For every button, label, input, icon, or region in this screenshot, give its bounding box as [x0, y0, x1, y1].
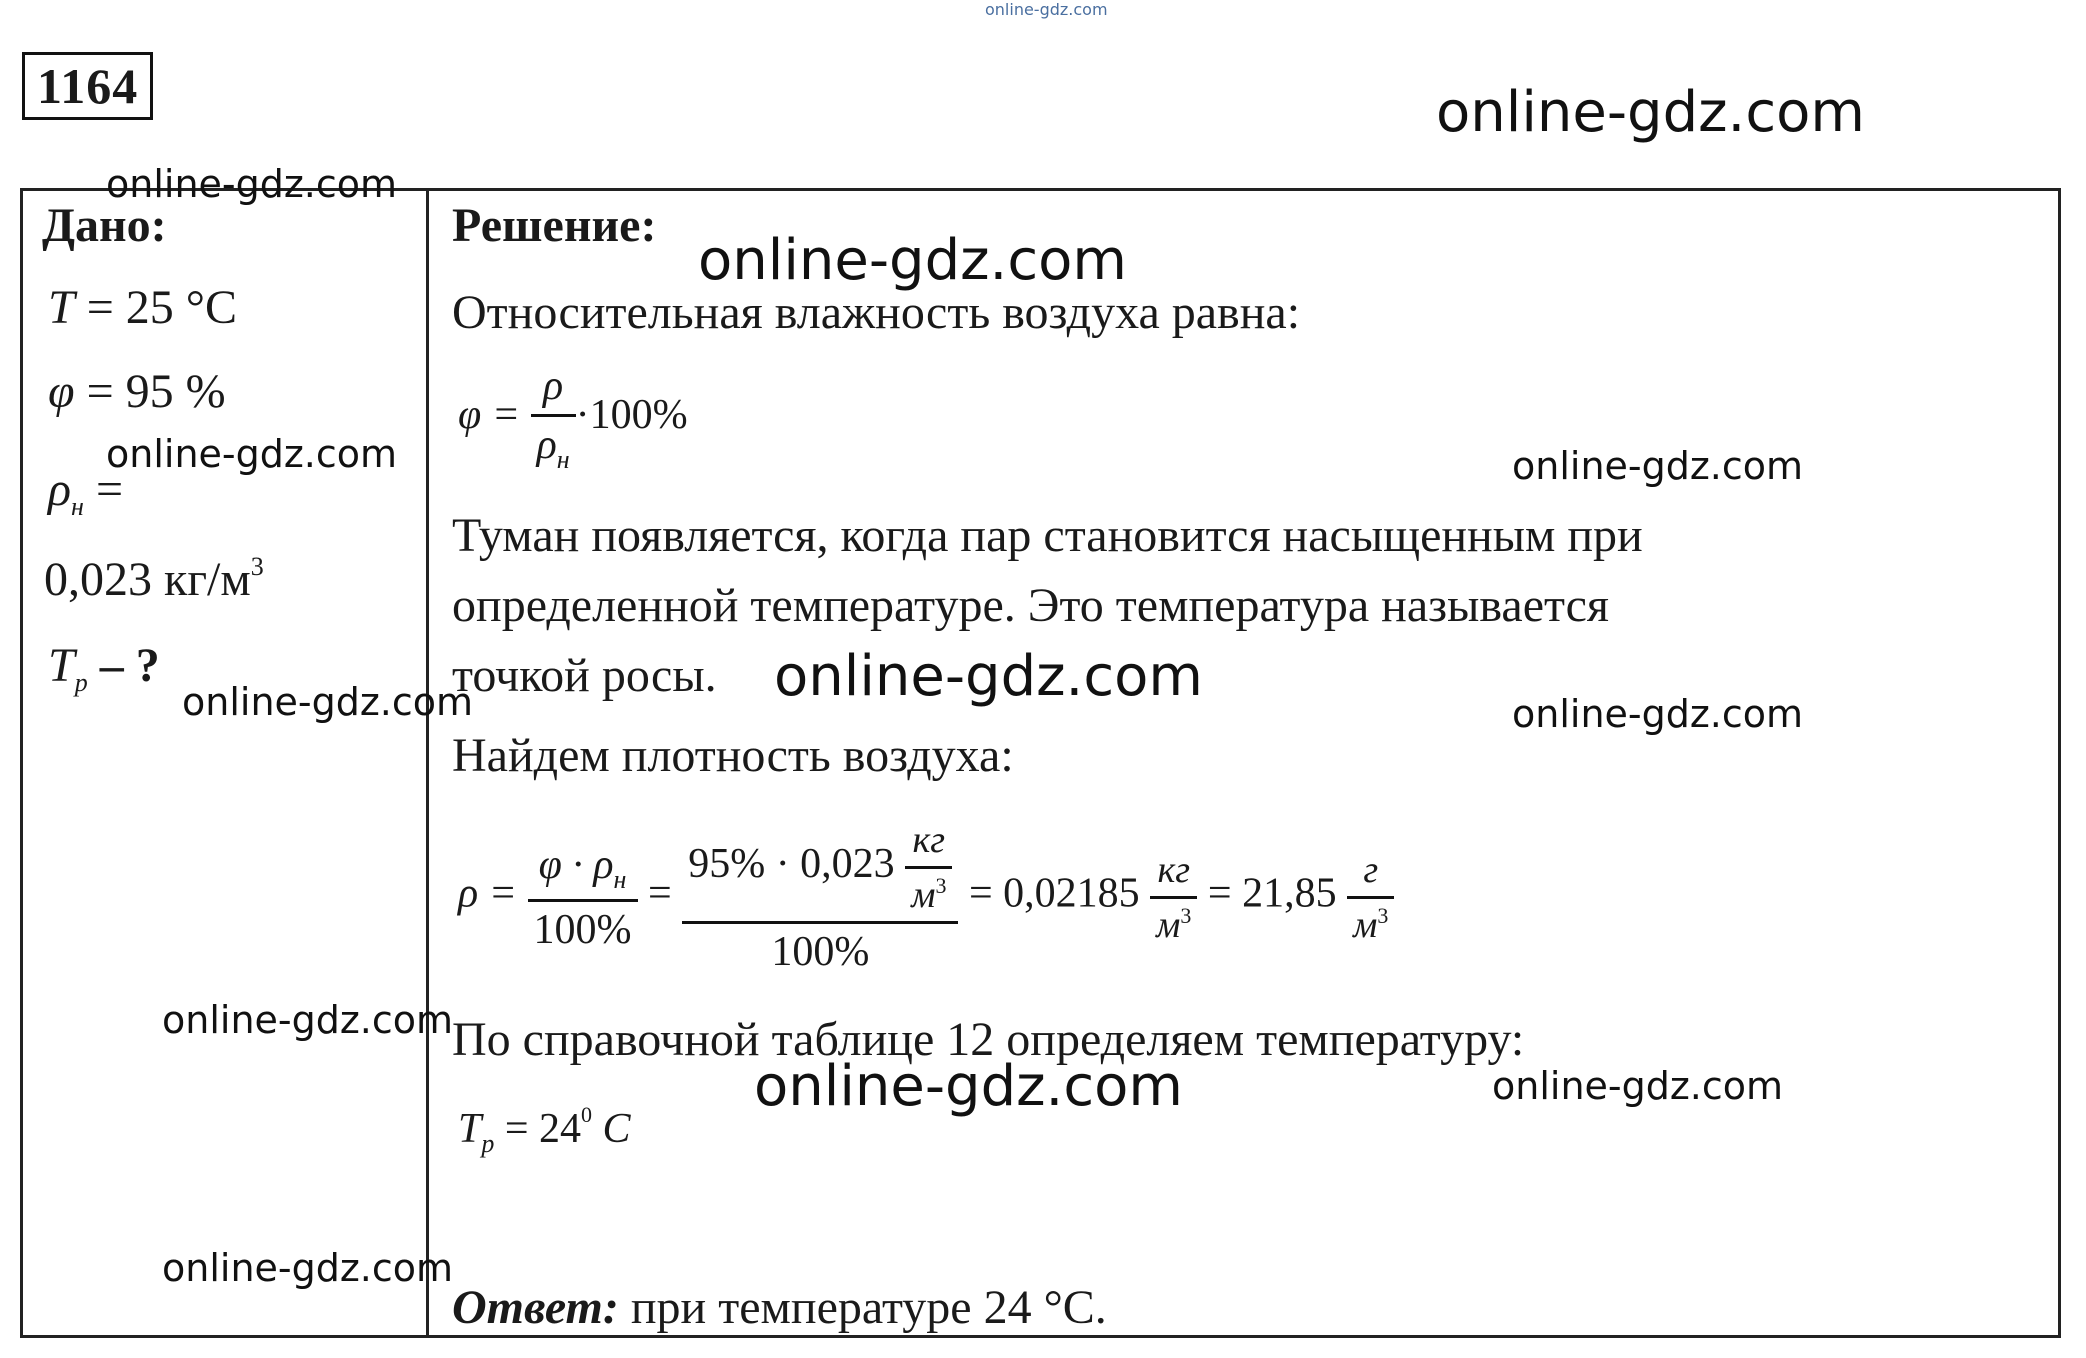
formula2-u2-sup: 3 — [1377, 902, 1389, 928]
formula3-lhs: T — [458, 1106, 482, 1152]
table-divider — [426, 188, 429, 1338]
tp-subscript: р — [74, 668, 88, 697]
formula2-u1-den-text: м — [1156, 903, 1181, 946]
formula2-u1-sup: 3 — [1180, 902, 1192, 928]
formula2-f2-unit-num: кг — [912, 819, 946, 861]
rho-unit-sup: 3 — [250, 552, 264, 581]
tp-symbol: T — [48, 639, 75, 692]
watermark-left-4: online-gdz.com — [162, 998, 454, 1042]
watermark-large-top-right: online-gdz.com — [1436, 80, 1865, 145]
given-humidity — [48, 364, 226, 419]
formula-humidity — [458, 362, 688, 475]
tp-question: – ? — [87, 639, 160, 692]
formula2-f2-unit-den-text: м — [911, 874, 936, 916]
given-heading: Дано: — [42, 199, 167, 252]
rho-subscript: н — [71, 492, 84, 521]
formula1-tail: ·100% — [575, 392, 688, 439]
formula3-unit: C — [592, 1106, 631, 1152]
watermark-right-1: online-gdz.com — [1512, 444, 1804, 488]
formula2-f1-num-text: φ · ρ — [538, 841, 614, 888]
formula2-u2-den — [1347, 896, 1394, 947]
formula2-f2-numerator — [682, 818, 958, 921]
watermark-left-5: online-gdz.com — [162, 1246, 454, 1290]
solution-table — [20, 188, 2061, 1338]
formula1-fraction — [531, 362, 576, 475]
rho-symbol: ρ — [48, 463, 72, 516]
rho-value: 0,023 кг/м — [44, 553, 251, 606]
formula2-u1-num: кг — [1157, 848, 1191, 891]
formula2-fraction-2 — [682, 818, 958, 976]
solution-line-4: точкой росы. — [452, 649, 717, 702]
rho-equals: = — [83, 463, 124, 516]
solution-line-1: Относительная влажность воздуха равна: — [452, 286, 1301, 339]
watermark-right-2: online-gdz.com — [1512, 692, 1804, 736]
watermark-given-mid: online-gdz.com — [106, 432, 398, 476]
formula2-f1-num-sub: н — [613, 864, 627, 894]
formula1-lhs: φ = — [458, 392, 521, 439]
solution-line-3: определенной температуре. Это температура называется — [452, 579, 1609, 632]
solution-line-6: По справочной таблице 12 определяем температуру: — [452, 1013, 1525, 1066]
formula2-unit-2 — [1347, 848, 1394, 947]
formula2-f2-denominator: 100% — [682, 921, 958, 976]
formula2-f2-num-text: 95% · 0,023 — [688, 841, 895, 888]
watermark-given-top: online-gdz.com — [106, 162, 398, 206]
phi-value: = 95 % — [74, 365, 226, 418]
formula2-eq3: = 21,85 — [1207, 870, 1337, 917]
formula1-den-rho: ρ — [536, 422, 557, 468]
watermark-given-low: online-gdz.com — [182, 680, 474, 724]
formula1-numerator: ρ — [543, 363, 564, 409]
formula-density — [458, 818, 1394, 976]
watermark-top: online-gdz.com — [985, 0, 1108, 19]
formula3-lhs-sub: р — [481, 1129, 495, 1158]
formula2-f2-unit — [905, 818, 952, 917]
t-value: = 25 °C — [74, 281, 237, 334]
answer-label: Ответ: — [452, 1281, 619, 1334]
formula-dewpoint — [458, 1102, 631, 1159]
formula3-sup: 0 — [581, 1102, 593, 1127]
solution-line-2: Туман появляется, когда пар становится насыщенным при — [452, 509, 1643, 562]
answer-text: при температуре 24 °C. — [618, 1281, 1107, 1334]
formula2-f2-unit-den — [905, 866, 952, 917]
formula2-u2-num: г — [1363, 848, 1379, 891]
watermark-solution-low: online-gdz.com — [754, 1054, 1183, 1119]
given-temperature — [48, 280, 237, 335]
formula3-value: = 24 — [494, 1106, 582, 1152]
given-dewpoint-question — [48, 638, 160, 698]
solution-heading: Решение: — [452, 199, 657, 252]
formula1-den-sub: н — [556, 445, 570, 474]
formula2-unit-1 — [1150, 848, 1197, 947]
watermark-solution-top: online-gdz.com — [698, 228, 1127, 293]
phi-symbol: φ — [48, 365, 75, 418]
formula2-f2-unit-sup: 3 — [935, 873, 947, 898]
formula2-u2-den-text: м — [1353, 903, 1378, 946]
formula1-denominator — [531, 414, 576, 475]
formula2-u1-den — [1150, 896, 1197, 947]
formula2-lhs: ρ = — [458, 870, 518, 917]
formula2-f1-denominator: 100% — [528, 899, 638, 954]
formula2-fraction-1 — [528, 841, 638, 954]
problem-number: 1164 — [22, 52, 153, 120]
solution-line-5: Найдем плотность воздуха: — [452, 729, 1014, 782]
answer-line — [452, 1280, 1107, 1335]
formula2-f1-numerator — [528, 841, 638, 899]
watermark-right-3: online-gdz.com — [1492, 1064, 1784, 1108]
formula2-eq1: = — [648, 870, 672, 917]
given-saturated-density-value — [44, 552, 264, 607]
t-symbol: T — [48, 281, 75, 334]
formula2-eq2: = 0,02185 — [968, 870, 1140, 917]
watermark-solution-mid: online-gdz.com — [774, 644, 1203, 709]
